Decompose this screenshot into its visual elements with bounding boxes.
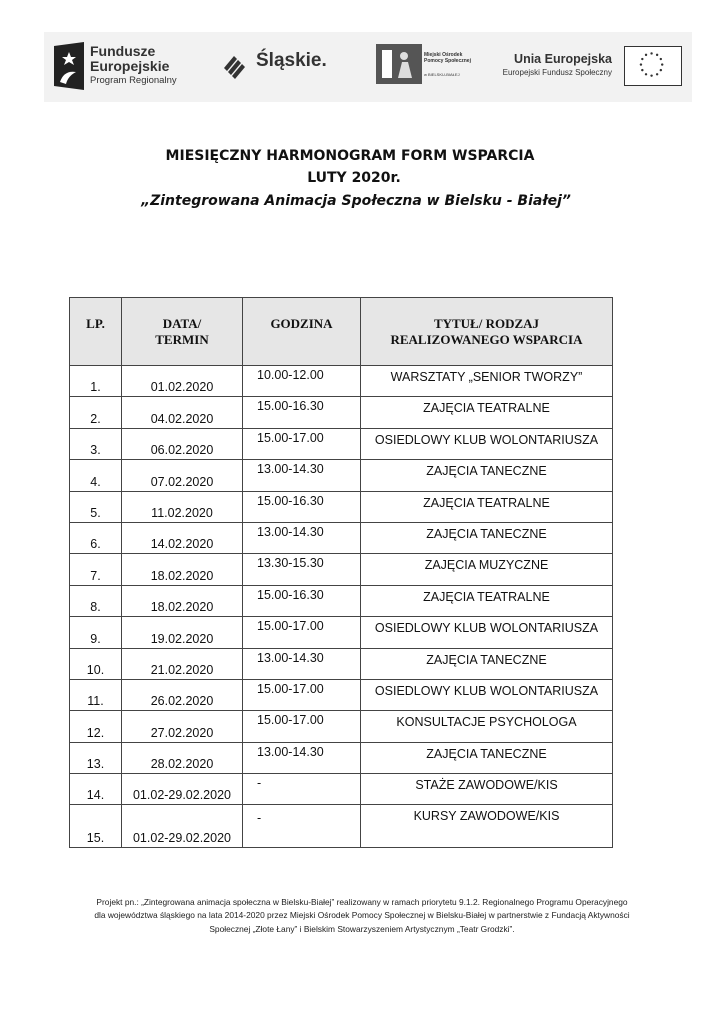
row-time: 13.00-14.30 bbox=[243, 522, 361, 553]
row-time: 13.00-14.30 bbox=[243, 648, 361, 679]
header-lp: LP. bbox=[70, 298, 122, 366]
schedule-table bbox=[69, 297, 613, 848]
row-title: ZAJĘCIA TANECZNE bbox=[361, 648, 613, 679]
row-date: 27.02.2020 bbox=[122, 711, 243, 742]
row-date: 21.02.2020 bbox=[122, 648, 243, 679]
row-lp: 15. bbox=[70, 805, 122, 848]
row-date: 18.02.2020 bbox=[122, 585, 243, 616]
row-date: 07.02.2020 bbox=[122, 460, 243, 491]
table-row bbox=[70, 585, 613, 616]
row-title: ZAJĘCIA TANECZNE bbox=[361, 742, 613, 773]
eu-flag-icon bbox=[624, 46, 682, 86]
mops-line3: w BIELSKU-BIAŁEJ bbox=[424, 72, 460, 77]
row-date: 01.02.2020 bbox=[122, 366, 243, 397]
row-lp: 6. bbox=[70, 522, 122, 553]
row-lp: 1. bbox=[70, 366, 122, 397]
logo-strip bbox=[44, 32, 692, 102]
row-time: - bbox=[243, 774, 361, 805]
table-row bbox=[70, 774, 613, 805]
row-title: OSIEDLOWY KLUB WOLONTARIUSZA bbox=[361, 428, 613, 459]
table-row bbox=[70, 460, 613, 491]
row-time: 15.00-16.30 bbox=[243, 585, 361, 616]
row-title: ZAJĘCIA TANECZNE bbox=[361, 522, 613, 553]
row-title: OSIEDLOWY KLUB WOLONTARIUSZA bbox=[361, 617, 613, 648]
document-title: MIESIĘCZNY HARMONOGRAM FORM WSPARCIA bbox=[165, 148, 535, 164]
fundusze-europejskie-logo bbox=[90, 44, 177, 87]
row-title: KONSULTACJE PSYCHOLOGA bbox=[361, 711, 613, 742]
footnote-line1: Projekt pn.: „Zintegrowana animacja społeczna w Bielsku-Białej” realizowany w ramach priorytetu 9.1.2. Regionalnego Programu Operacyjnego bbox=[96, 897, 628, 907]
row-lp: 3. bbox=[70, 428, 122, 459]
row-lp: 8. bbox=[70, 585, 122, 616]
document-month: LUTY 2020r. bbox=[307, 170, 401, 186]
mops-logo bbox=[376, 44, 476, 84]
row-time: - bbox=[243, 805, 361, 848]
table-row bbox=[70, 554, 613, 585]
row-lp: 12. bbox=[70, 711, 122, 742]
row-title: ZAJĘCIA TEATRALNE bbox=[361, 397, 613, 428]
table-row bbox=[70, 428, 613, 459]
table-row bbox=[70, 617, 613, 648]
ue-line1: Unia Europejska bbox=[514, 52, 612, 66]
table-row bbox=[70, 366, 613, 397]
header-date: DATA/ TERMIN bbox=[122, 298, 243, 366]
table-row bbox=[70, 742, 613, 773]
table-header-row bbox=[70, 298, 613, 366]
row-date: 28.02.2020 bbox=[122, 742, 243, 773]
slaskie-logo-icon bbox=[220, 50, 250, 80]
table-row bbox=[70, 805, 613, 848]
row-lp: 4. bbox=[70, 460, 122, 491]
footnote-line2: dla województwa śląskiego na lata 2014-2020 przez Miejski Ośrodek Pomocy Społecznej w Bielsku-Białej w partnerstwie z Fundacją Aktywności bbox=[94, 910, 630, 921]
footnote-line3: Społecznej „Złote Łany” i Bielskim Stowarzyszeniem Artystycznym „Teatr Grodzki”. bbox=[209, 923, 515, 934]
row-time: 13.30-15.30 bbox=[243, 554, 361, 585]
unia-europejska-logo bbox=[484, 52, 612, 79]
row-lp: 7. bbox=[70, 554, 122, 585]
table-row bbox=[70, 679, 613, 710]
fundusze-line3: Program Regionalny bbox=[90, 75, 177, 86]
row-date: 04.02.2020 bbox=[122, 397, 243, 428]
row-date: 01.02-29.02.2020 bbox=[122, 805, 243, 848]
row-title: WARSZTATY „SENIOR TWORZY” bbox=[361, 366, 613, 397]
row-time: 15.00-17.00 bbox=[243, 679, 361, 710]
table-row bbox=[70, 648, 613, 679]
row-time: 15.00-17.00 bbox=[243, 428, 361, 459]
mops-line2: Pomocy Społecznej bbox=[424, 58, 471, 64]
row-lp: 5. bbox=[70, 491, 122, 522]
header-time: GODZINA bbox=[243, 298, 361, 366]
fundusze-line2: Europejskie bbox=[90, 58, 170, 74]
table-row bbox=[70, 397, 613, 428]
row-date: 11.02.2020 bbox=[122, 491, 243, 522]
fundusze-europejskie-logo-icon bbox=[54, 42, 84, 90]
row-title: ZAJĘCIA TEATRALNE bbox=[361, 491, 613, 522]
row-time: 15.00-16.30 bbox=[243, 397, 361, 428]
mops-emblem-icon bbox=[376, 44, 422, 84]
row-title: STAŻE ZAWODOWE/KIS bbox=[361, 774, 613, 805]
project-footnote bbox=[30, 896, 694, 936]
row-date: 01.02-29.02.2020 bbox=[122, 774, 243, 805]
row-lp: 10. bbox=[70, 648, 122, 679]
row-lp: 13. bbox=[70, 742, 122, 773]
row-title: ZAJĘCIA TEATRALNE bbox=[361, 585, 613, 616]
row-date: 14.02.2020 bbox=[122, 522, 243, 553]
row-time: 13.00-14.30 bbox=[243, 460, 361, 491]
table-row bbox=[70, 522, 613, 553]
row-date: 26.02.2020 bbox=[122, 679, 243, 710]
row-lp: 2. bbox=[70, 397, 122, 428]
row-date: 19.02.2020 bbox=[122, 617, 243, 648]
row-lp: 9. bbox=[70, 617, 122, 648]
mops-line1: Miejski Ośrodek bbox=[424, 52, 463, 58]
project-name: „Zintegrowana Animacja Społeczna w Bielsku - Białej” bbox=[141, 193, 571, 209]
header-title: TYTUŁ/ RODZAJ REALIZOWANEGO WSPARCIA bbox=[361, 298, 613, 366]
row-time: 15.00-16.30 bbox=[243, 491, 361, 522]
row-title: OSIEDLOWY KLUB WOLONTARIUSZA bbox=[361, 679, 613, 710]
row-time: 10.00-12.00 bbox=[243, 366, 361, 397]
row-title: ZAJĘCIA MUZYCZNE bbox=[361, 554, 613, 585]
row-time: 15.00-17.00 bbox=[243, 711, 361, 742]
row-date: 06.02.2020 bbox=[122, 428, 243, 459]
row-lp: 11. bbox=[70, 679, 122, 710]
row-title: KURSY ZAWODOWE/KIS bbox=[361, 805, 613, 848]
row-time: 15.00-17.00 bbox=[243, 617, 361, 648]
row-time: 13.00-14.30 bbox=[243, 742, 361, 773]
row-lp: 14. bbox=[70, 774, 122, 805]
table-row bbox=[70, 711, 613, 742]
slaskie-logo: Śląskie. bbox=[256, 50, 327, 71]
row-date: 18.02.2020 bbox=[122, 554, 243, 585]
fundusze-line1: Fundusze bbox=[90, 43, 156, 59]
row-title: ZAJĘCIA TANECZNE bbox=[361, 460, 613, 491]
table-row bbox=[70, 491, 613, 522]
ue-line2: Europejski Fundusz Społeczny bbox=[502, 68, 612, 77]
